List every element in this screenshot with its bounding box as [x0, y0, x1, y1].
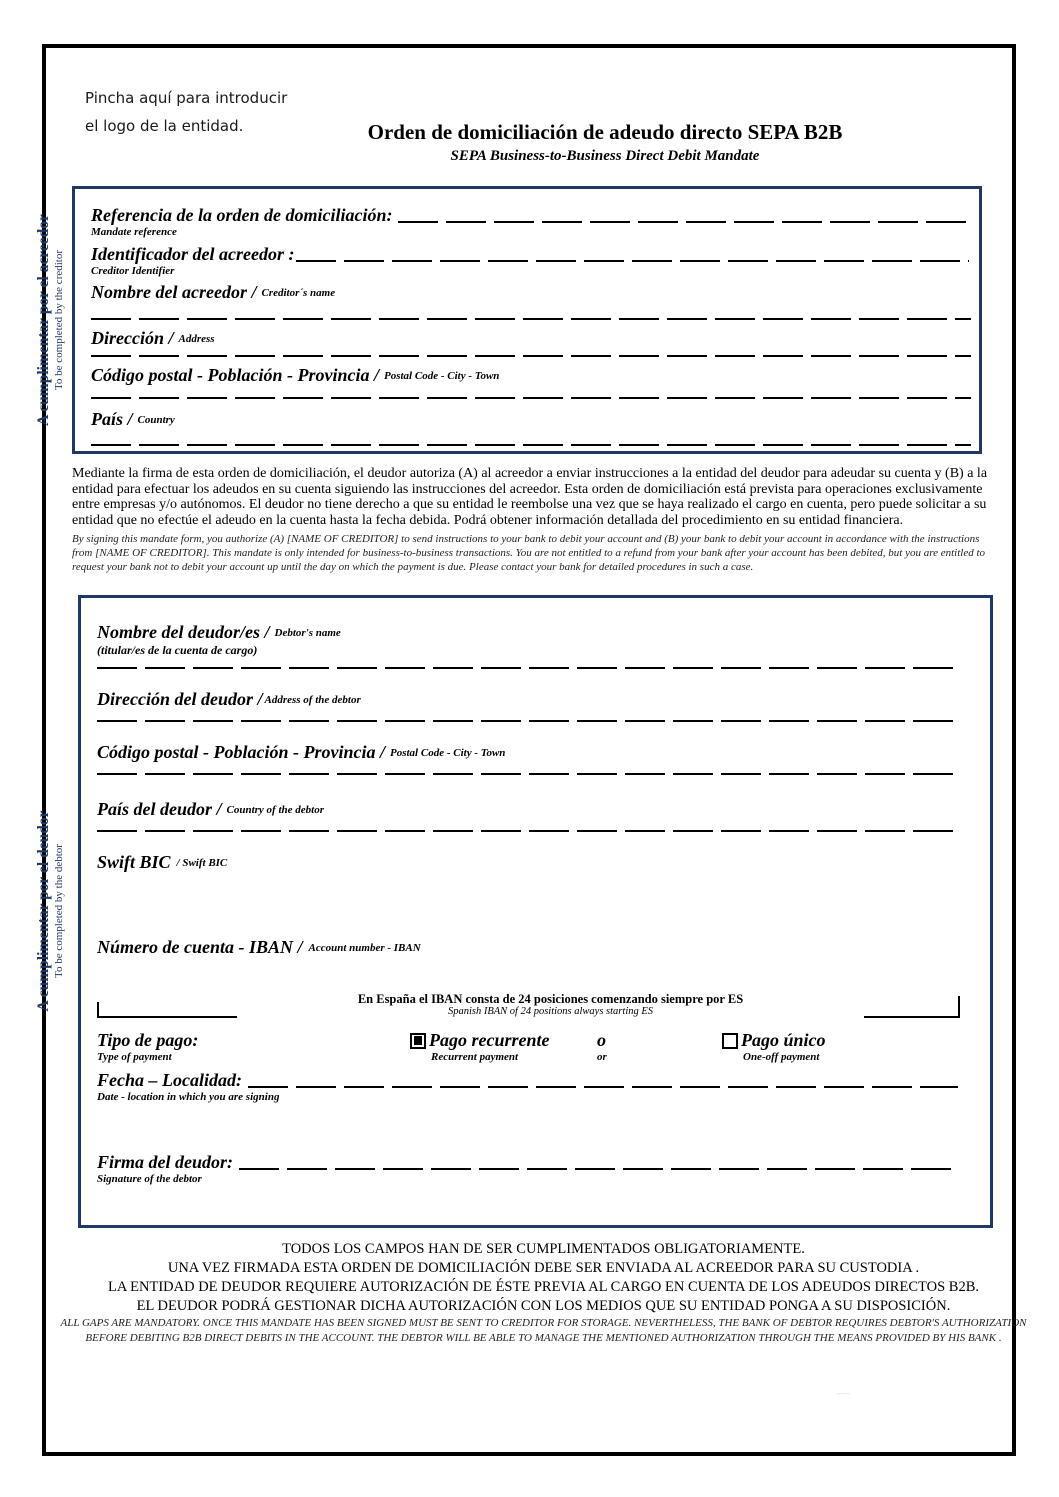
- creditor-section: [72, 186, 982, 454]
- debtor-address-row: [97, 689, 960, 710]
- checkbox-fill-mark: [726, 1036, 734, 1045]
- debtor-section: [78, 595, 993, 1228]
- debtor-country-sublabel: Country of the debtor: [226, 804, 324, 816]
- creditor-identifier-label: Identificador del acreedor :: [91, 244, 295, 264]
- iban-row: [97, 937, 960, 958]
- payment-type-sublabel: Type of payment: [97, 1051, 172, 1063]
- oneoff-payment-checkbox[interactable]: [722, 1033, 738, 1049]
- creditor-postal-row: [91, 365, 971, 386]
- debtor-postal-sublabel: Postal Code - City - Town: [390, 747, 506, 759]
- notice-line-4: EL DEUDOR PODRÁ GESTIONAR DICHA AUTORIZACIÓN CON LOS MEDIOS QUE SU ENTIDAD PONGA A SU DISPOSICIÓN.: [136, 1298, 951, 1314]
- debtor-address-input-line[interactable]: [97, 720, 960, 722]
- creditor-address-row: [91, 328, 971, 349]
- terms-spanish: Mediante la firma de esta orden de domiciliación, el deudor autoriza (A) al acreedor a enviar instrucciones a la entidad del deudor para adeudar su cuenta y (B) a la entidad para efectuar los adeudos en su cuenta siguiendo las instrucciones del acreedor. Esta orden de domiciliación está prevista para operaciones exclusivamente entre empresas y/o autónomos. El deudor no tiene derecho a que su entidad le reembolse una vez que se haya realizado el cargo en cuenta, pero puede solicitar a su entidad que no efectúe el adeudo en la cuenta hasta la fecha debida. Podrá obtener información detallada del procedimiento en su entidad financiera.: [72, 466, 988, 529]
- or-separator-group: [597, 1030, 722, 1064]
- debtor-side-label-es: A cumplimentar por el deudor: [35, 810, 52, 1012]
- iban-note-es: En España el IBAN consta de 24 posiciones comenzando siempre por ES: [357, 992, 744, 1006]
- creditor-identifier-row: [91, 244, 971, 265]
- oneoff-payment-label: Pago único: [741, 1030, 826, 1050]
- creditor-identifier-input-line[interactable]: [296, 260, 969, 262]
- document-header: [200, 120, 1010, 165]
- oneoff-payment-sublabel: One-off payment: [743, 1051, 820, 1063]
- notice-line-1: TODOS LOS CAMPOS HAN DE SER CUMPLIMENTADOS OBLIGATORIAMENTE.: [282, 1241, 805, 1257]
- debtor-postal-row: [97, 742, 960, 763]
- swift-bic-label: Swift BIC: [97, 852, 171, 872]
- recurrent-payment-sublabel: Recurrent payment: [431, 1051, 519, 1063]
- debtor-country-row: [97, 799, 960, 820]
- creditor-address-input-line[interactable]: [91, 355, 971, 357]
- recurrent-payment-group: [410, 1030, 597, 1064]
- checkbox-fill-mark: [414, 1036, 422, 1045]
- signature-row: [97, 1152, 960, 1173]
- creditor-postal-label: Código postal - Población - Provincia /: [91, 365, 379, 385]
- date-location-sublabel: Date - location in which you are signing: [97, 1091, 280, 1103]
- signature-label: Firma del deudor:: [97, 1152, 234, 1172]
- notice-line-2: UNA VEZ FIRMADA ESTA ORDEN DE DOMICILIACIÓN DEBE SER ENVIADA AL ACREEDOR PARA SU CUSTODIA .: [167, 1260, 920, 1276]
- mandate-terms-paragraph: [72, 466, 988, 574]
- logo-hint-line2: el logo de la entidad.: [85, 117, 244, 135]
- creditor-name-label: Nombre del acreedor /: [91, 282, 257, 302]
- swift-bic-row: [97, 852, 960, 873]
- creditor-address-sublabel: Address: [178, 333, 215, 345]
- oneoff-payment-group: [722, 1030, 960, 1064]
- debtor-name-note: (titular/es de la cuenta de cargo): [97, 643, 258, 657]
- debtor-country-label: País del deudor /: [97, 799, 222, 819]
- notice-line-3: LA ENTIDAD DE DEUDOR REQUIERE AUTORIZACIÓN DE ÉSTE PREVIA AL CARGO EN CUENTA DE LOS ADEUDOS DIRECTOS B2B.: [108, 1279, 979, 1295]
- creditor-postal-sublabel: Postal Code - City - Town: [384, 370, 500, 382]
- debtor-side-label-en: To be completed by the debtor: [53, 844, 65, 978]
- creditor-side-label-en: To be completed by the creditor: [53, 249, 65, 391]
- debtor-name-sublabel: Debtor's name: [274, 627, 341, 639]
- creditor-identifier-sublabel: Creditor Identifier: [91, 265, 175, 277]
- debtor-postal-label: Código postal - Población - Provincia /: [97, 742, 385, 762]
- mandate-reference-row: [91, 205, 971, 226]
- or-label: o: [597, 1030, 606, 1050]
- creditor-name-sublabel: Creditor´s name: [261, 287, 336, 299]
- payment-type-group: [97, 1030, 410, 1064]
- creditor-postal-input-line[interactable]: [91, 397, 971, 399]
- iban-entry-area: [97, 992, 960, 1018]
- iban-sublabel: Account number - IBAN: [308, 942, 421, 954]
- debtor-postal-input-line[interactable]: [97, 773, 960, 775]
- document-subtitle: SEPA Business-to-Business Direct Debit Mandate: [450, 148, 760, 164]
- or-sublabel: or: [597, 1051, 607, 1063]
- debtor-country-input-line[interactable]: [97, 830, 960, 832]
- creditor-country-input-line[interactable]: [91, 444, 971, 446]
- iban-note-en: Spanish IBAN of 24 positions always starting ES: [447, 1006, 654, 1017]
- creditor-country-label: País /: [91, 409, 133, 429]
- iban-note: [237, 992, 864, 1018]
- creditor-country-row: [91, 409, 971, 430]
- debtor-address-label: Dirección del deudor /: [97, 689, 263, 709]
- iban-left-bracket[interactable]: [97, 1002, 237, 1018]
- debtor-address-sublabel: Address of the debtor: [264, 694, 361, 706]
- notice-en-line-1: ALL GAPS ARE MANDATORY. ONCE THIS MANDATE HAS BEEN SIGNED MUST BE SENT TO CREDITOR FOR STORAGE. NEVERTHELESS, THE BANK OF DEBTOR REQUIRES DEBTOR'S AUTHORIZATION: [60, 1317, 1027, 1329]
- date-location-label: Fecha – Localidad:: [97, 1070, 242, 1090]
- mandatory-notice-block: [56, 1240, 1031, 1346]
- debtor-name-row: [97, 622, 960, 643]
- iban-right-bracket[interactable]: [864, 996, 960, 1018]
- signature-sublabel: Signature of the debtor: [97, 1173, 202, 1185]
- notice-en-line-2: BEFORE DEBITING B2B DIRECT DEBITS IN THE ACCOUNT. THE DEBTOR WILL BE ABLE TO MANAGE THE MENTIONED AUTHORIZATION THROUGH THE MEANS PROVIDED BY HIS BANK .: [85, 1332, 1002, 1344]
- stray-print-mark: —: [836, 1386, 850, 1401]
- recurrent-payment-checkbox[interactable]: [410, 1033, 426, 1049]
- swift-bic-sublabel: / Swift BIC: [176, 857, 228, 869]
- creditor-name-input-line[interactable]: [91, 318, 971, 320]
- creditor-country-sublabel: Country: [137, 414, 175, 426]
- date-location-row: [97, 1070, 960, 1091]
- signature-input-line[interactable]: [239, 1168, 958, 1170]
- debtor-name-label: Nombre del deudor/es /: [97, 622, 270, 642]
- mandate-reference-label: Referencia de la orden de domiciliación:: [91, 205, 393, 225]
- logo-hint-line1: Pincha aquí para introducir: [85, 89, 288, 107]
- recurrent-payment-label: Pago recurrente: [429, 1030, 550, 1050]
- terms-english: By signing this mandate form, you authorize (A) [NAME OF CREDITOR] to send instructions to your bank to debit your account and (B) your bank to debit your account in accordance with the instructions from [NAME OF CREDITOR]. This mandate is only intended for business-to-business transactions. You are not entitled to a refund from your bank after your account has been debited, but you are entitled to request your bank not to debit your account up until the day on which the payment is due. Please contact your bank for detailed procedures in such a case.: [72, 532, 986, 573]
- payment-type-label: Tipo de pago:: [97, 1030, 199, 1050]
- mandate-reference-sublabel: Mandate reference: [91, 226, 177, 238]
- debtor-side-label: [35, 776, 79, 1046]
- mandate-reference-input-line[interactable]: [398, 221, 969, 223]
- iban-label: Número de cuenta - IBAN /: [97, 937, 303, 957]
- date-location-input-line[interactable]: [248, 1086, 958, 1088]
- debtor-name-input-line[interactable]: [97, 667, 960, 669]
- payment-type-row: [97, 1030, 960, 1064]
- creditor-name-row: [91, 282, 971, 303]
- document-title: Orden de domiciliación de adeudo directo SEPA B2B: [367, 120, 843, 144]
- creditor-side-label-es: A cumplimentar por el acreedor: [35, 214, 52, 426]
- creditor-address-label: Dirección /: [91, 328, 174, 348]
